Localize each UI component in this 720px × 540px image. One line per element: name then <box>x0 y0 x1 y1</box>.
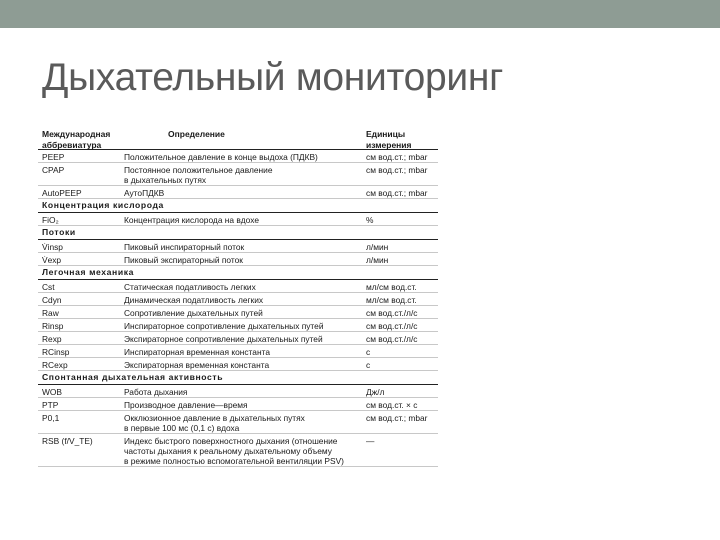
cell-units: см вод.ст. × с <box>366 400 418 410</box>
cell-definition: Инспираторное сопротивление дыхательных путей <box>124 321 324 331</box>
cell-units: см вод.ст.; mbar <box>366 165 428 175</box>
table-row <box>38 319 438 332</box>
cell-units: см вод.ст./л/с <box>366 321 418 331</box>
table-row <box>38 253 438 266</box>
cell-abbreviation: FiO₂ <box>42 215 59 225</box>
cell-abbreviation: Rexp <box>42 334 62 344</box>
top-accent-bar <box>0 0 720 28</box>
table-row <box>38 398 438 411</box>
cell-definition: Производное давление—время <box>124 400 248 410</box>
table-header <box>38 125 438 150</box>
table-row <box>38 358 438 371</box>
cell-units: л/мин <box>366 255 389 265</box>
table-row <box>38 293 438 306</box>
section-header: Спонтанная дыхательная активность <box>38 371 438 385</box>
cell-abbreviation: RCexp <box>42 360 68 370</box>
section-header: Легочная механика <box>38 266 438 280</box>
cell-abbreviation: Rinsp <box>42 321 64 331</box>
header-definition: Определение <box>168 129 225 139</box>
cell-abbreviation: Raw <box>42 308 59 318</box>
cell-definition: Концентрация кислорода на вдохе <box>124 215 259 225</box>
cell-definition: Постоянное положительное давление в дыхательных путях <box>124 165 273 185</box>
cell-units: с <box>366 347 371 357</box>
cell-definition: Инспираторная временная константа <box>124 347 270 357</box>
cell-abbreviation: RSB (f/V_TE) <box>42 436 93 446</box>
table-row <box>38 332 438 345</box>
table-body <box>38 150 438 467</box>
cell-abbreviation: PEEP <box>42 152 65 162</box>
table-row <box>38 186 438 199</box>
cell-abbreviation: V̇insp <box>42 242 63 252</box>
cell-units: с <box>366 360 371 370</box>
cell-units: см вод.ст.; mbar <box>366 152 428 162</box>
table-row <box>38 385 438 398</box>
table-row <box>38 163 438 186</box>
cell-abbreviation: Cdyn <box>42 295 62 305</box>
cell-units: см вод.ст.; mbar <box>366 413 428 423</box>
table-row <box>38 150 438 163</box>
cell-definition: Статическая податливость легких <box>124 282 256 292</box>
cell-units: мл/см вод.ст. <box>366 282 417 292</box>
cell-definition: Сопротивление дыхательных путей <box>124 308 263 318</box>
cell-definition: Пиковый экспираторный поток <box>124 255 243 265</box>
cell-units: мл/см вод.ст. <box>366 295 417 305</box>
cell-definition: Экспираторная временная константа <box>124 360 270 370</box>
cell-units: см вод.ст./л/с <box>366 308 418 318</box>
table-row <box>38 345 438 358</box>
cell-abbreviation: Cst <box>42 282 55 292</box>
monitoring-table <box>38 125 438 467</box>
cell-definition: АутоПДКВ <box>124 188 165 198</box>
cell-definition: Индекс быстрого поверхностного дыхания (отношение частоты дыхания к реальному дыхательному объему в режиме полностью вспомогательной вентиляции PSV) <box>124 436 344 466</box>
cell-units: см вод.ст.; mbar <box>366 188 428 198</box>
cell-units: л/мин <box>366 242 389 252</box>
cell-abbreviation: PTP <box>42 400 59 410</box>
section-header: Потоки <box>38 226 438 240</box>
cell-abbreviation: RCinsp <box>42 347 70 357</box>
cell-abbreviation: P0,1 <box>42 413 60 423</box>
cell-units: см вод.ст./л/с <box>366 334 418 344</box>
table-row <box>38 411 438 434</box>
table-row <box>38 240 438 253</box>
cell-units: % <box>366 215 374 225</box>
cell-abbreviation: AutoPEEP <box>42 188 82 198</box>
cell-units: Дж/л <box>366 387 385 397</box>
header-abbreviation: Международная аббревиатура <box>42 129 111 150</box>
cell-abbreviation: CPAP <box>42 165 65 175</box>
table-row <box>38 434 438 467</box>
cell-definition: Пиковый инспираторный поток <box>124 242 245 252</box>
cell-abbreviation: WOB <box>42 387 63 397</box>
section-header: Концентрация кислорода <box>38 199 438 213</box>
slide-title: Дыхательный мониторинг <box>42 56 504 99</box>
table-row <box>38 280 438 293</box>
cell-definition: Динамическая податливость легких <box>124 295 264 305</box>
table-row <box>38 306 438 319</box>
cell-definition: Положительное давление в конце выдоха (ПДКВ) <box>124 152 318 162</box>
cell-units: — <box>366 436 375 446</box>
cell-definition: Работа дыхания <box>124 387 188 397</box>
cell-definition: Окклюзионное давление в дыхательных путях в первые 100 мс (0,1 с) вдоха <box>124 413 305 433</box>
cell-definition: Экспираторное сопротивление дыхательных путей <box>124 334 323 344</box>
cell-abbreviation: V̇exp <box>42 255 62 265</box>
header-units: Единицы измерения <box>366 129 412 150</box>
table-row <box>38 213 438 226</box>
